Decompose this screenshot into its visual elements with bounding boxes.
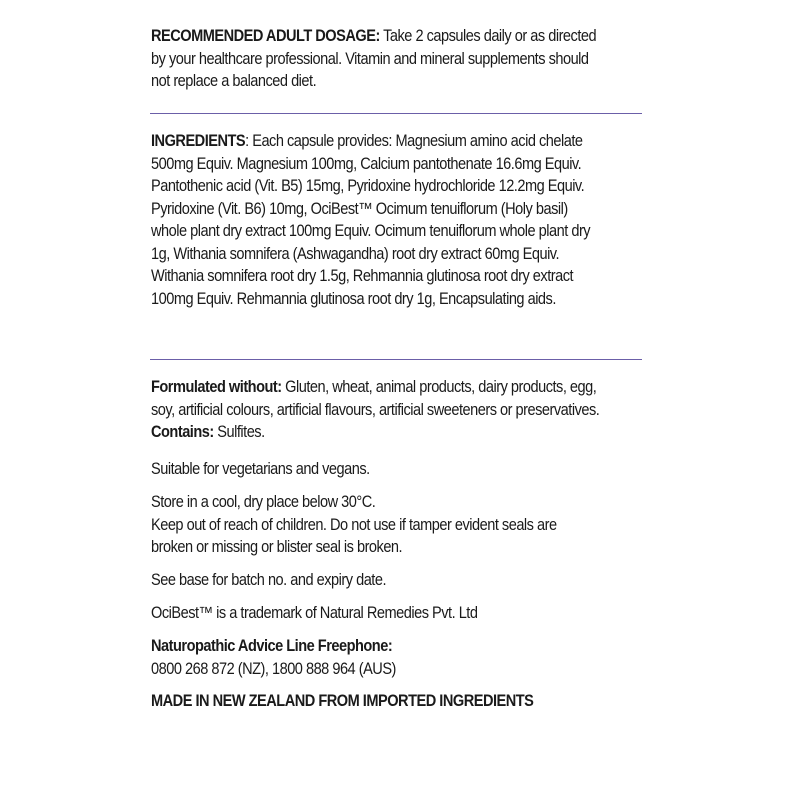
trademark-text: OciBest™ is a trademark of Natural Remedies Pvt. Ltd xyxy=(151,604,478,622)
ingredients-heading: INGREDIENTS xyxy=(151,132,246,150)
section-divider xyxy=(150,113,642,114)
contains-text: Sulfites. xyxy=(213,423,265,441)
advice-line-heading: Naturopathic Advice Line Freephone: xyxy=(151,637,393,655)
advice-line-section xyxy=(151,635,601,680)
formulated-section xyxy=(151,376,601,444)
trademark-note xyxy=(151,602,601,625)
origin-text: MADE IN NEW ZEALAND FROM IMPORTED INGREDIENTS xyxy=(151,692,534,710)
dosage-text: Take 2 capsules daily or as directed by your healthcare professional. Vitamin and mineral supplements should not replace a balanced diet. xyxy=(151,27,597,90)
formulated-heading: Formulated without: xyxy=(151,378,282,396)
formulated-paragraph xyxy=(151,376,601,444)
country-of-origin xyxy=(151,690,601,713)
vegetarian-text: Suitable for vegetarians and vegans. xyxy=(151,460,370,478)
advice-line-numbers: 0800 268 872 (NZ), 1800 888 964 (AUS) xyxy=(151,659,396,678)
section-divider xyxy=(150,359,642,360)
ingredients-text: : Each capsule provides: Magnesium amino acid chelate 500mg Equiv. Magnesium 100mg, Calcium pantothenate 16.6mg Equiv. Pantothenic acid (Vit. B5) 15mg, Pyridoxine hydrochloride 12.2mg Equiv. Pyridoxine (Vit. B6) 10mg, OciBest™ Ocimum tenuiflorum (Holy basil) whole plant dry extract 100mg Equiv. Ocimum tenuiflorum whole plant dry 1g, Withania somnifera (Ashwagandha) root dry extract 60mg Equiv. Withania somnifera root dry 1.5g, Rehmannia glutinosa root dry extract 100mg Equiv. Rehmannia glutinosa root dry 1g, Encapsulating aids. xyxy=(151,132,591,308)
safety-warning: Keep out of reach of children. Do not use if tamper evident seals are broken or missing or blister seal is broken. xyxy=(151,515,557,556)
ingredients-paragraph xyxy=(151,130,601,310)
storage-instruction: Store in a cool, dry place below 30°C. xyxy=(151,493,376,511)
storage-section xyxy=(151,491,601,559)
batch-note xyxy=(151,569,601,592)
contains-label: Contains: xyxy=(151,423,214,441)
ingredients-section xyxy=(151,130,601,310)
batch-text: See base for batch no. and expiry date. xyxy=(151,571,387,589)
vegetarian-statement xyxy=(151,458,601,481)
dosage-paragraph xyxy=(151,25,601,93)
dosage-section xyxy=(151,25,601,93)
dosage-heading: RECOMMENDED ADULT DOSAGE: xyxy=(151,27,380,45)
formulated-text: Gluten, wheat, animal products, dairy products, egg, soy, artificial colours, artificial flavours, artificial sweeteners or preservatives. xyxy=(151,378,600,419)
